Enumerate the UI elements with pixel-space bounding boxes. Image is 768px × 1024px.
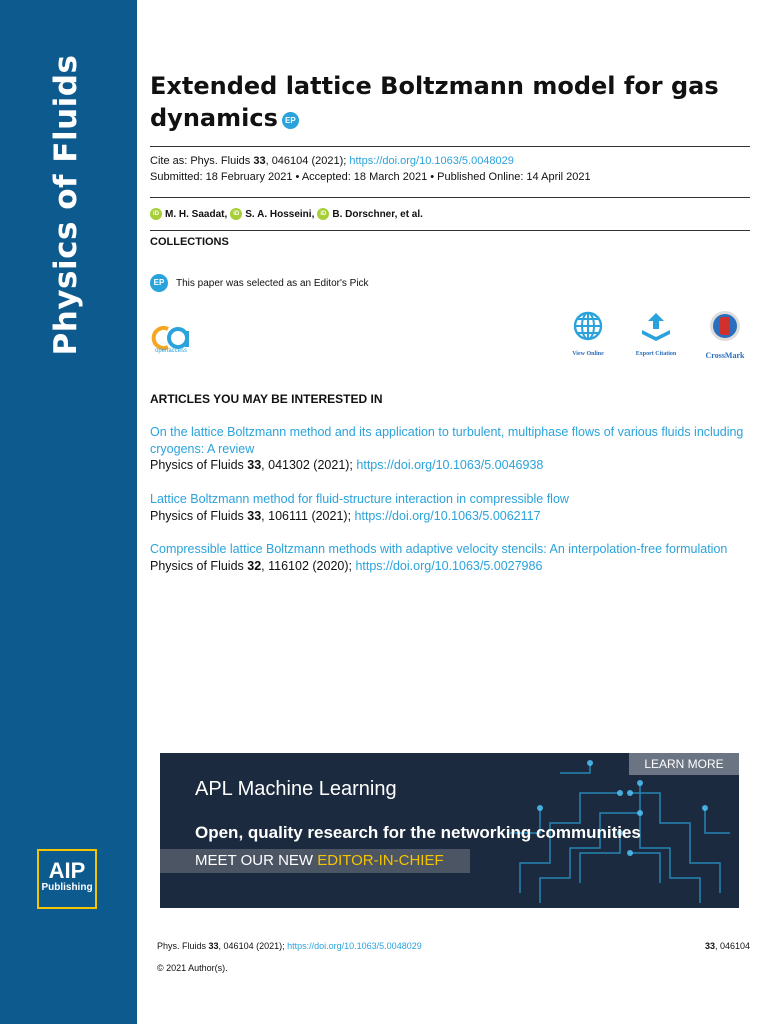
orcid-icon[interactable]: iD	[150, 208, 162, 220]
author-link[interactable]: B. Dorschner, et al.	[332, 208, 423, 220]
banner-title: APL Machine Learning	[195, 778, 397, 800]
editors-pick-icon: EP	[150, 274, 168, 292]
collections-heading: COLLECTIONS	[150, 236, 229, 248]
volume: 32	[247, 558, 262, 573]
crossmark-button[interactable]	[695, 310, 755, 360]
footer-doi-link[interactable]: https://doi.org/10.1063/5.0048029	[287, 941, 422, 951]
dates-line: Submitted: 18 February 2021 • Accepted: 18 March 2021 • Published Online: 14 April 2021	[150, 171, 591, 183]
footer-rest: , 046104 (2021);	[218, 941, 288, 951]
pages: , 106111 (2021);	[261, 508, 355, 523]
aip-publishing-logo[interactable]	[37, 849, 97, 909]
related-article-title[interactable]: Compressible lattice Boltzmann methods with adaptive velocity stencils: An interpolation-free formulation	[150, 542, 728, 556]
related-article-citation	[150, 508, 750, 525]
editors-pick-text: This paper was selected as an Editor's Pick	[176, 277, 369, 289]
footer-right-volume: 33	[704, 941, 715, 951]
learn-more-button[interactable]: LEARN MORE	[629, 753, 739, 775]
divider	[150, 230, 750, 231]
doi-link[interactable]: https://doi.org/10.1063/5.0046938	[356, 458, 544, 472]
footer-prefix: Phys. Fluids	[157, 941, 209, 951]
view-online-button[interactable]	[558, 310, 618, 357]
meet-text: MEET OUR NEW	[195, 852, 318, 869]
editors-pick-row	[150, 274, 369, 292]
author-list	[150, 208, 426, 220]
related-article-title[interactable]: On the lattice Boltzmann method and its application to turbulent, multiphase flows of various fluids including cryogens: A review	[150, 425, 744, 456]
title-line-2: dynamics	[150, 104, 278, 132]
footer-volume: 33	[208, 941, 219, 951]
journal-name: Physics of Fluids	[48, 54, 84, 356]
advertisement-banner[interactable]	[160, 753, 739, 908]
editor-in-chief-text: EDITOR-IN-CHIEF	[317, 852, 444, 869]
globe-icon	[572, 310, 604, 342]
author-link[interactable]: M. H. Saadat,	[165, 208, 228, 220]
copyright: © 2021 Author(s).	[157, 963, 228, 973]
footer-citation	[157, 941, 422, 951]
footer-right-rest: , 046104	[714, 941, 750, 951]
doi-link[interactable]: https://doi.org/10.1063/5.0027986	[355, 558, 543, 573]
author-link[interactable]: S. A. Hosseini,	[245, 208, 315, 220]
orcid-icon[interactable]: iD	[230, 208, 242, 220]
cite-prefix: Cite as: Phys. Fluids	[150, 155, 254, 167]
journal: Physics of Fluids	[150, 458, 248, 472]
crossmark-label: CrossMark	[705, 351, 745, 360]
related-article-title[interactable]: Lattice Boltzmann method for fluid-structure interaction in compressible flow	[150, 492, 569, 506]
divider	[150, 197, 750, 198]
related-article	[150, 491, 750, 524]
cite-rest: , 046104 (2021);	[265, 155, 350, 167]
export-citation-label: Export Citation	[635, 351, 677, 357]
journal: Physics of Fluids	[150, 558, 248, 573]
pages: , 041302 (2021);	[261, 458, 357, 472]
title-line-1: Extended lattice Boltzmann model for gas	[150, 72, 719, 100]
logo-publishing-text: Publishing	[41, 882, 93, 893]
banner-meet-line	[195, 852, 444, 869]
logo-aip-text: AIP	[48, 858, 86, 883]
related-article-citation	[150, 457, 750, 474]
pages: , 116102 (2020);	[261, 558, 356, 573]
related-article	[150, 424, 750, 474]
volume: 33	[247, 508, 262, 523]
journal: Physics of Fluids	[150, 508, 248, 523]
open-access-label: openaccess	[155, 348, 188, 354]
cite-volume: 33	[253, 155, 266, 167]
related-articles-heading: ARTICLES YOU MAY BE INTERESTED IN	[150, 392, 383, 406]
crossmark-icon	[709, 310, 741, 342]
related-article	[150, 541, 750, 574]
volume: 33	[247, 458, 262, 472]
export-citation-button[interactable]	[626, 310, 686, 357]
article-title	[150, 70, 750, 134]
banner-subtitle: Open, quality research for the networking communities	[195, 823, 641, 842]
orcid-icon[interactable]: iD	[317, 208, 329, 220]
journal-sidebar	[0, 0, 137, 1024]
view-online-label: View Online	[572, 351, 604, 357]
editors-pick-icon: EP	[282, 112, 299, 129]
divider	[150, 146, 750, 147]
doi-link[interactable]: https://doi.org/10.1063/5.0048029	[349, 155, 514, 167]
footer-page-id	[705, 941, 750, 951]
citation-line	[150, 154, 514, 169]
related-article-citation	[150, 558, 750, 575]
doi-link[interactable]: https://doi.org/10.1063/5.0062117	[354, 508, 541, 523]
export-icon	[639, 310, 673, 342]
